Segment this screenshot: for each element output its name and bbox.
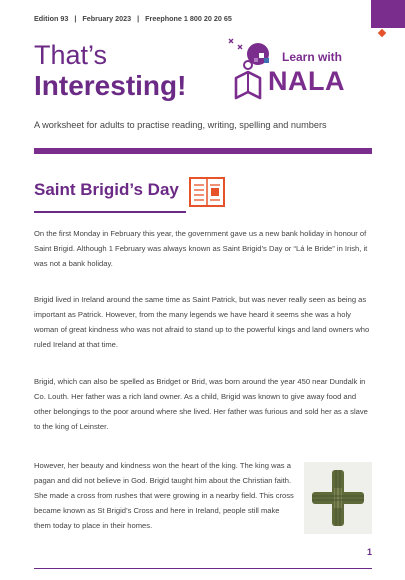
brigid-cross-photo — [304, 462, 372, 534]
issue-date: February 2023 — [82, 14, 132, 23]
subtitle: A worksheet for adults to practise reading, writing, spelling and numbers — [34, 120, 327, 130]
book-icon — [188, 176, 226, 208]
nala-logo — [226, 38, 376, 108]
paragraph-3: Brigid, which can also be spelled as Bridget or Brid, was born around the year 450 near Dundalk in Co. Louth. Her father was a rich land owner. As a child, Brigid was known to give away food and other belongings to the poor around where she lived. Her father was furious and sold her as a slave to the king of Leinster. — [34, 377, 368, 431]
heading-underline — [34, 211, 186, 213]
page-title — [34, 42, 186, 100]
footer-divider — [34, 568, 372, 569]
freephone: Freephone 1 800 20 20 65 — [145, 14, 232, 23]
paragraph-4: However, her beauty and kindness won the heart of the king. The king was a pagan and did not believe in God. Brigid taught him about the Christian faith. She made a cross from rushes that were growing in a nearby field. This cross became known as St Brigid’s Cross and here in Ireland, people still make them today to place in their homes. — [34, 461, 294, 530]
logo-nala: NALA — [268, 66, 345, 96]
title-line-1: That’s — [34, 40, 108, 70]
paragraph-1: On the first Monday in February this year, the government gave us a new bank holiday in honour of Saint Brigid. Although 1 February was always known as Saint Brigid’s Day or “Lá le Bride” in Irish, it was not a bank holiday. — [34, 229, 368, 268]
page-number: 1 — [366, 547, 372, 557]
header-divider — [34, 148, 372, 154]
logo-learn-with: Learn with — [282, 50, 343, 64]
edition: Edition 93 — [34, 14, 69, 23]
title-line-2: Interesting! — [34, 70, 187, 101]
corner-tab — [371, 0, 405, 28]
article-heading: Saint Brigid’s Day — [34, 180, 179, 199]
corner-diamond — [378, 29, 386, 37]
separator: | — [137, 14, 140, 23]
separator: | — [74, 14, 77, 23]
paragraph-2: Brigid lived in Ireland around the same time as Saint Patrick, but was never really seen as being as important as Patrick. However, from the many legends we have heard it seems she was a holy woman of great kindness who was not afraid to stand up to the powerful kings and land owners who ruled Ireland at that time. — [34, 295, 370, 349]
edition-line — [34, 14, 232, 23]
